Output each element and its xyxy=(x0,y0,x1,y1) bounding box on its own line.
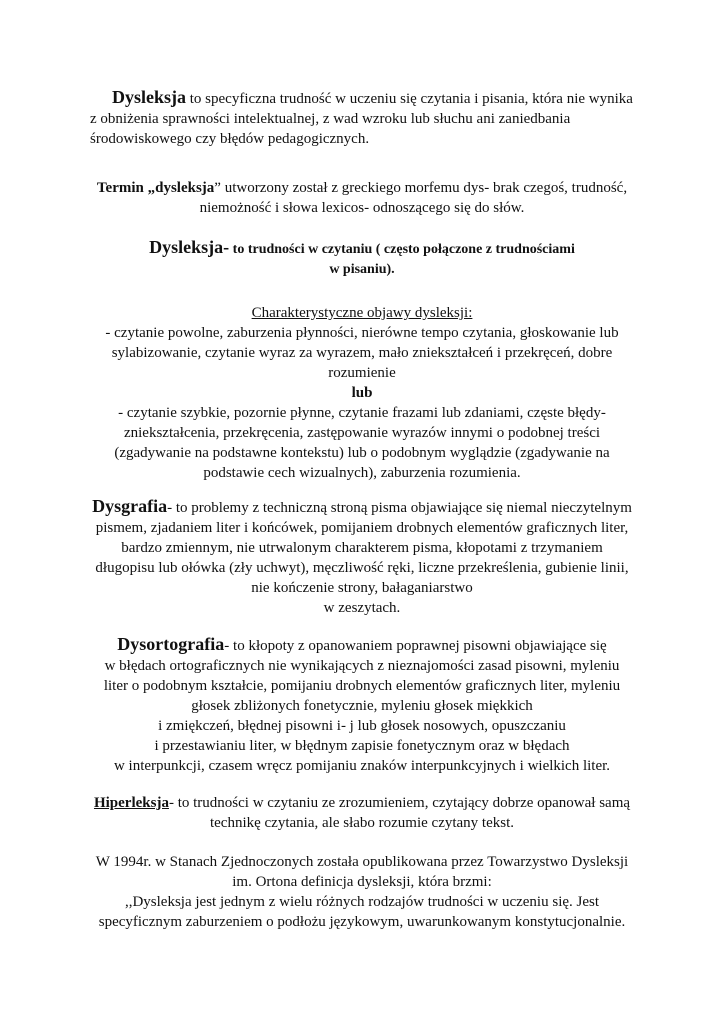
dysortografia-line2: w błędach ortograficznych nie wynikających z nieznajomości zasad pisowni, myleniu xyxy=(104,658,620,674)
termin-etymology-paragraph xyxy=(70,178,654,218)
symptom-a-line3: rozumienie xyxy=(328,365,396,381)
orton-line1: W 1994r. w Stanach Zjednoczonych została opublikowana przez Towarzystwo Dysleksji xyxy=(95,854,629,870)
dysgrafia-line4: długopisu lub ołówka (zły uchwyt), męczliwość ręki, liczne przekreślenia, gubienie linii, xyxy=(95,560,629,576)
hiperleksja-term: Hiperleksja xyxy=(93,795,169,811)
dysortografia-term: Dysortografia xyxy=(117,634,225,654)
termin-lead: Termin „dysleksja xyxy=(96,180,215,196)
symptom-a-line2: sylabizowanie, czytanie wyraz za wyrazem, mało zniekształceń i przekręceń, dobre xyxy=(111,345,613,361)
dysgrafia-line6: w zeszytach. xyxy=(323,600,401,616)
dysgrafia-paragraph xyxy=(70,496,654,618)
dysleksja-short-term: Dysleksja- xyxy=(149,237,230,257)
dysgrafia-line1: - to problemy z techniczną stroną pisma objawiające się niemal nieczytelnym xyxy=(167,500,632,516)
dysgrafia-line5: nie kończenie strony, bałaganiarstwo xyxy=(251,580,473,596)
dysleksja-definition-paragraph xyxy=(90,87,650,149)
termin-line1: ” utworzony został z greckiego morfemu dys- brak czegoś, trudność, xyxy=(214,180,628,196)
dysleksja-def-line1: to specyficzna trudność w uczeniu się czytania i pisania, która nie wynika xyxy=(186,91,633,107)
symptom-b-line2: zniekształcenia, przekręcenia, zastępowanie wyrazów innymi o podobnej treści xyxy=(123,425,601,441)
dysgrafia-line3: bardzo zmiennym, nie utrwalonym charakterem pisma, kłopotami z trzymaniem xyxy=(121,540,603,556)
orton-line3: ,,Dysleksja jest jednym z wielu różnych rodzajów trudności w uczeniu się. Jest xyxy=(124,894,600,910)
dysleksja-term: Dysleksja xyxy=(112,87,187,107)
symptom-or-label: lub xyxy=(351,385,373,401)
dysortografia-line1: - to kłopoty z opanowaniem poprawnej pisowni objawiające się xyxy=(224,638,607,654)
dysleksja-short-line1: to trudności w czytaniu ( często połączone z trudnościami xyxy=(229,242,575,257)
orton-line4: specyficznym zaburzeniem o podłożu językowym, uwarunkowanym konstytucjonalnie. xyxy=(98,914,626,930)
symptom-a-line1: - czytanie powolne, zaburzenia płynności, nierówne tempo czytania, głoskowanie lub xyxy=(105,325,619,341)
hiperleksja-line2: technikę czytania, ale słabo rozumie czytany tekst. xyxy=(209,815,515,831)
dysortografia-line4: głosek zbliżonych fonetycznie, myleniu głosek miękkich xyxy=(191,698,533,714)
symptom-b-line3: (zgadywanie na podstawne kontekstu) lub o podobnym wyglądzie (zgadywanie na xyxy=(114,445,610,461)
dysortografia-paragraph xyxy=(70,634,654,776)
dysleksja-short-line2: w pisaniu). xyxy=(329,262,395,277)
dysleksja-def-line3: środowiskowego czy błędów pedagogicznych. xyxy=(90,131,370,147)
symptoms-section xyxy=(70,303,654,483)
dysgrafia-term: Dysgrafia xyxy=(92,496,168,516)
dysgrafia-line2: pismem, zjadaniem liter i końcówek, pomijaniem drobnych elementów graficznych liter, xyxy=(95,520,629,536)
hiperleksja-line1: - to trudności w czytaniu ze zrozumieniem, czytający dobrze opanował samą xyxy=(168,795,631,811)
dysortografia-line3: liter o podobnym kształcie, pomijaniu drobnych elementów graficznych liter, myleniu xyxy=(103,678,621,694)
dysortografia-line7: w interpunkcji, czasem wręcz pomijaniu znaków interpunkcyjnych i wielkich liter. xyxy=(113,758,611,774)
orton-definition-paragraph xyxy=(70,852,654,932)
hiperleksja-paragraph xyxy=(70,793,654,833)
termin-line2: niemożność i słowa lexicos- odnoszącego się do słów. xyxy=(199,200,525,216)
dysleksja-def-line2: z obniżenia sprawności intelektualnej, z wad wzroku lub słuchu ani zaniedbania xyxy=(90,111,571,127)
dysortografia-line6: i przestawianiu liter, w błędnym zapisie fonetycznym oraz w błędach xyxy=(154,738,570,754)
dysleksja-short-definition xyxy=(70,237,654,280)
symptom-b-line1: - czytanie szybkie, pozornie płynne, czytanie frazami lub zdaniami, częste błędy- xyxy=(118,405,606,421)
dysortografia-line5: i zmiękczeń, błędnej pisowni i- j lub głosek nosowych, opuszczaniu xyxy=(158,718,566,734)
symptoms-heading: Charakterystyczne objawy dysleksji: xyxy=(251,305,473,321)
symptom-b-line4: podstawie cech wizualnych), zaburzenia rozumienia. xyxy=(203,465,521,481)
orton-line2: im. Ortona definicja dysleksji, która brzmi: xyxy=(232,874,492,890)
